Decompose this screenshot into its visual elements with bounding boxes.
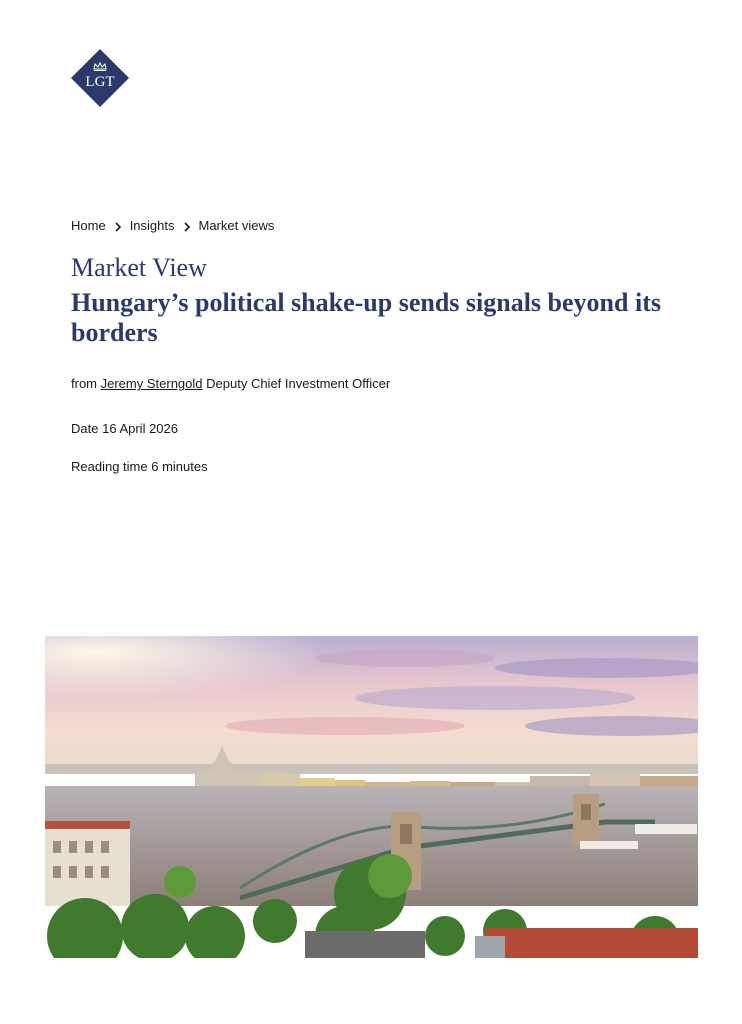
lgt-logo[interactable] [70,48,130,108]
lgt-logo-icon [70,48,130,108]
author-role: Deputy Chief Investment Officer [206,376,391,391]
author-prefix: from [71,376,97,391]
chevron-right-icon [106,217,130,235]
chevron-right-icon [175,217,199,235]
article-title: Hungary’s political shake-up sends signals beyond its borders [71,288,661,347]
article-kicker: Market View [71,253,207,282]
hero-image [45,636,698,958]
reading-time-value: 6 minutes [151,459,208,474]
reading-time-line [71,458,208,476]
date-label: Date [71,421,99,436]
logo-text: LGT [85,74,115,90]
date-line [71,420,178,438]
reading-time-label: Reading time [71,459,148,474]
budapest-chain-bridge-photo [45,636,698,958]
breadcrumb [71,217,274,235]
author-line [71,375,390,393]
breadcrumb-market-views[interactable]: Market views [198,218,275,233]
author-link[interactable]: Jeremy Sterngold [100,376,203,391]
date-value: 16 April 2026 [102,421,178,436]
breadcrumb-home[interactable]: Home [71,218,106,233]
breadcrumb-insights[interactable]: Insights [129,218,175,233]
